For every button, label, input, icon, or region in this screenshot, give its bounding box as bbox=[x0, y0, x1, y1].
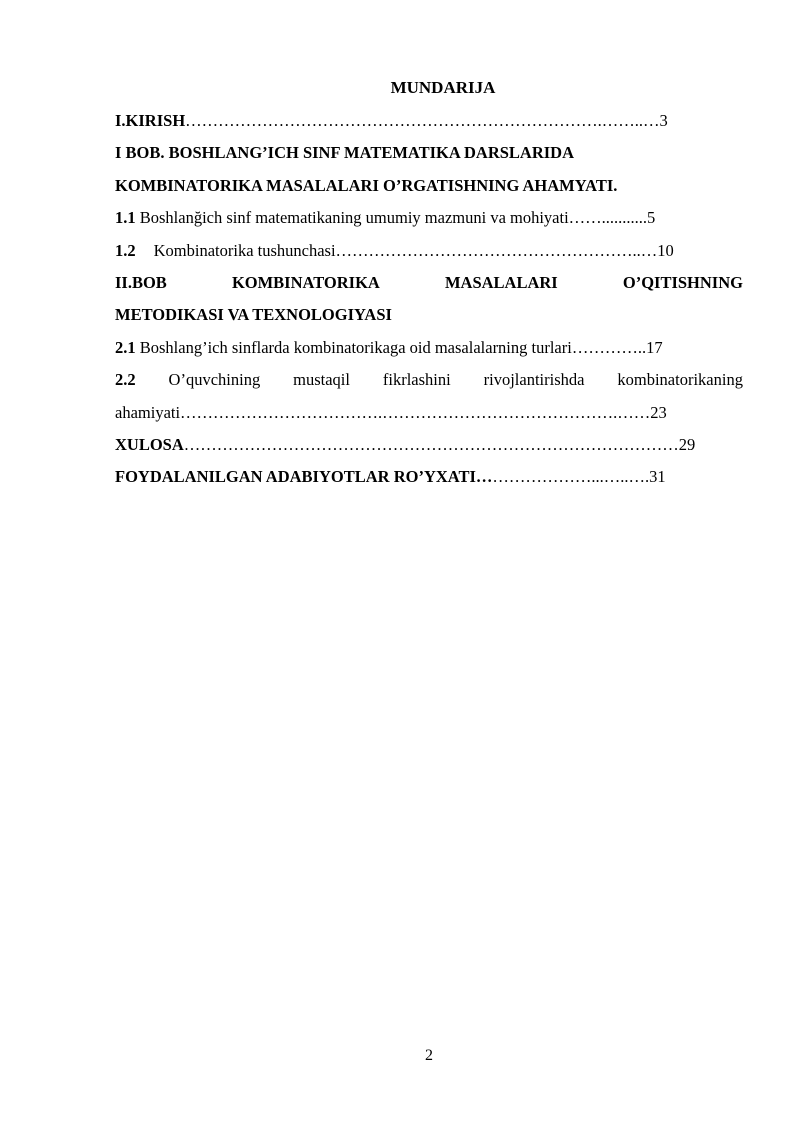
toc-ch2-word: O’QITISHNING bbox=[622, 272, 743, 292]
toc-1-2-number: 1.2 bbox=[115, 240, 136, 260]
toc-entry-xulosa[interactable] bbox=[115, 432, 743, 464]
toc-entry-2-2-line-2[interactable]: ahamiyati……………………………….…………………………………….……23 bbox=[115, 402, 667, 422]
toc-xulosa-leader: ………………………………………………………………………………29 bbox=[183, 434, 696, 454]
toc-2-2-word: fikrlashini bbox=[382, 370, 451, 390]
toc-2-2-number: 2.2 bbox=[115, 370, 136, 390]
toc-entry-2-2-line-1[interactable] bbox=[115, 367, 743, 399]
toc-chapter-1-line-2[interactable]: KOMBINATORIKA MASALALARI O’RGATISHNING AHAMYATI. bbox=[115, 175, 618, 195]
toc-2-2-word: kombinatorikaning bbox=[617, 370, 743, 390]
toc-2-1-number: 2.1 bbox=[115, 337, 136, 357]
toc-entry-2-1[interactable] bbox=[115, 335, 743, 367]
toc-2-2-word: rivojlantirishda bbox=[483, 370, 585, 390]
toc-entry-1-1[interactable] bbox=[115, 205, 743, 237]
toc-ch2-word: MASALALARI bbox=[444, 272, 558, 292]
toc-entry-1-2[interactable] bbox=[115, 238, 743, 270]
toc-xulosa-label: XULOSA bbox=[115, 434, 184, 454]
toc-kirish-leader: ………………………………………………………………….……..…3 bbox=[185, 111, 668, 130]
toc-entry-adabiyotlar[interactable] bbox=[115, 464, 743, 496]
toc-chapter-1-line-1[interactable]: I BOB. BOSHLANG’ICH SINF MATEMATIKA DARSLARIDA bbox=[115, 143, 575, 163]
toc-2-2-word: O’quvchining bbox=[168, 370, 261, 390]
page-title: MUNDARIJA bbox=[390, 78, 496, 97]
page-number: 2 bbox=[425, 1047, 433, 1064]
table-of-contents bbox=[115, 108, 743, 497]
toc-2-1-text: Boshlang’ich sinflarda kombinatorikaga oid masalalarning turlari…………..17 bbox=[135, 337, 663, 357]
toc-adabiyotlar-leader: ………………...…..….31 bbox=[492, 467, 666, 487]
toc-adabiyotlar-label: FOYDALANILGAN ADABIYOTLAR RO’YXATI… bbox=[115, 467, 493, 487]
toc-1-2-text: Kombinatorika tushunchasi………………………………………………..…10 bbox=[153, 240, 674, 260]
toc-entry-kirish[interactable] bbox=[115, 108, 743, 140]
toc-1-1-text: Boshlanğich sinf matematikaning umumiy mazmuni va mohiyati……...........5 bbox=[135, 208, 656, 228]
toc-chapter-2-line-2[interactable]: METODIKASI VA TEXNOLOGIYASI bbox=[115, 305, 392, 325]
toc-2-2-word: mustaqil bbox=[293, 370, 350, 390]
toc-kirish-label: I.KIRISH bbox=[115, 111, 186, 130]
toc-chapter-2-line-1[interactable] bbox=[115, 270, 743, 302]
toc-ch2-word: KOMBINATORIKA bbox=[231, 272, 380, 292]
toc-1-1-number: 1.1 bbox=[115, 208, 136, 228]
toc-ch2-word: II.BOB bbox=[115, 272, 167, 292]
